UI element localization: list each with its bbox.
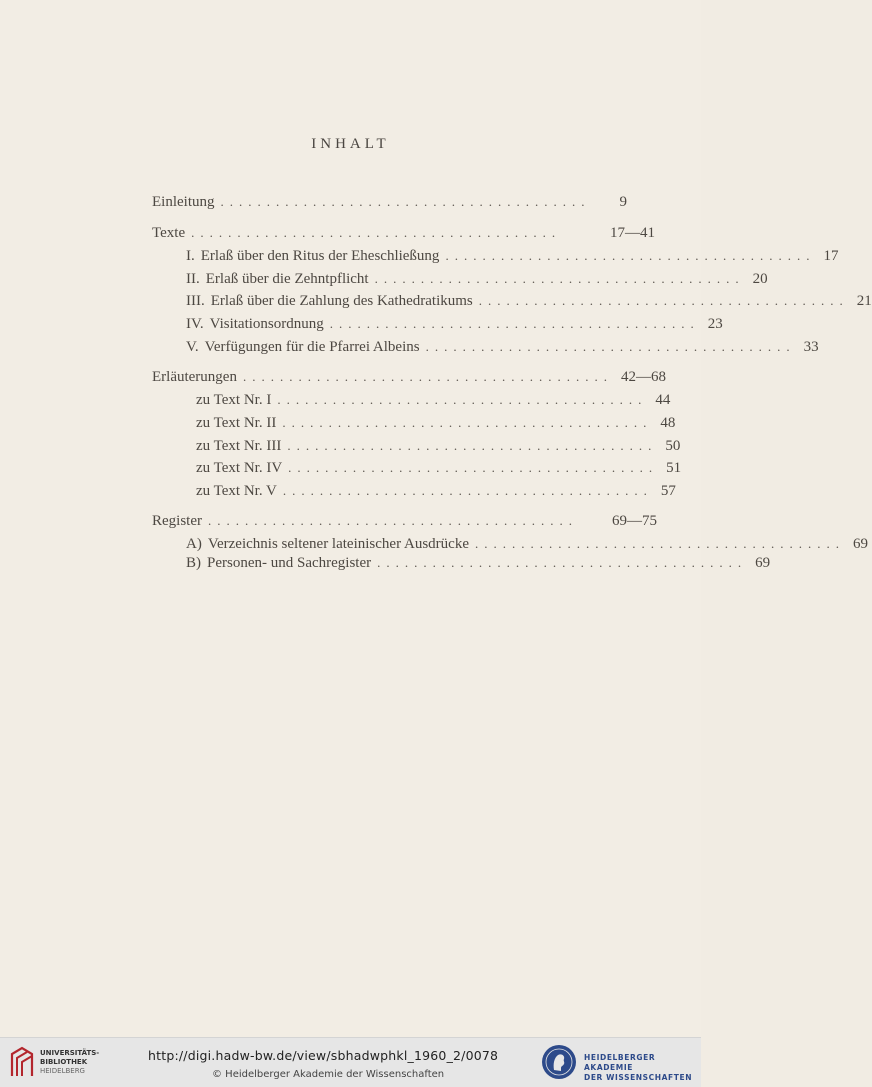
page-title: INHALT — [311, 136, 390, 152]
toc-entry-text-1 — [186, 248, 839, 268]
university-library-name — [40, 1049, 99, 1076]
toc-entry-page: 48 — [660, 415, 676, 431]
toc-entry-note-3 — [196, 438, 681, 458]
academy-name-line: DER WISSENSCHAFTEN — [584, 1073, 693, 1082]
toc-entry-erlaeuterungen — [152, 369, 666, 389]
toc-entry-label: Verfügungen für die Pfarrei Albeins — [204, 339, 420, 355]
toc-entry-label: Personen- und Sachregister — [207, 555, 372, 571]
toc-leader-dots: ........................................ — [282, 415, 653, 430]
toc-entry-page: 9 — [619, 194, 627, 210]
toc-entry-note-5 — [196, 483, 676, 503]
toc-leader-dots: ........................................ — [208, 513, 578, 528]
toc-leader-dots: ........................................ — [445, 248, 816, 263]
toc-entry-text-5 — [186, 339, 819, 359]
toc-entry-label: zu Text Nr. V — [196, 483, 277, 499]
toc-entry-page: 44 — [655, 392, 671, 408]
toc-leader-dots: ........................................ — [374, 271, 745, 286]
toc-leader-dots: ........................................ — [425, 339, 796, 354]
toc-entry-page: 51 — [666, 460, 682, 476]
library-name-line: BIBLIOTHEK — [40, 1058, 88, 1066]
toc-entry-page: 42—68 — [620, 369, 666, 385]
academy-name-line: HEIDELBERGER AKADEMIE — [584, 1053, 656, 1072]
toc-entry-page: 20 — [752, 271, 768, 287]
toc-entry-note-2 — [196, 415, 676, 435]
toc-leader-dots: ........................................ — [282, 483, 653, 498]
toc-entry-label: Erlaß über die Zahlung des Kathedratikums — [210, 293, 473, 309]
toc-entry-number: B) — [186, 555, 201, 571]
toc-entry-page: 69 — [852, 536, 868, 552]
toc-entry-register — [152, 513, 657, 533]
toc-entry-page: 17 — [823, 248, 839, 264]
toc-leader-dots: ........................................ — [478, 293, 849, 308]
toc-entry-number: III. — [186, 293, 205, 309]
toc-entry-note-4 — [196, 460, 682, 480]
toc-entry-register-a — [186, 536, 868, 556]
toc-entry-label: zu Text Nr. IV — [196, 460, 283, 476]
toc-entry-register-b — [186, 555, 771, 575]
toc-entry-text-2 — [186, 271, 768, 291]
toc-entry-number: IV. — [186, 316, 204, 332]
library-name-line: UNIVERSITÄTS- — [40, 1049, 100, 1057]
toc-leader-dots: ........................................ — [242, 369, 613, 384]
toc-entry-text-4 — [186, 316, 723, 336]
toc-leader-dots: ........................................ — [191, 225, 562, 240]
toc-entry-page: 33 — [803, 339, 819, 355]
permalink-url[interactable]: http://digi.hadw-bw.de/view/sbhadwphkl_1960_2/0078 — [148, 1048, 499, 1063]
toc-entry-note-1 — [196, 392, 671, 412]
toc-entry-label: Texte — [152, 225, 186, 241]
toc-entry-label: zu Text Nr. III — [196, 438, 282, 454]
toc-entry-number: V. — [186, 339, 199, 355]
toc-entry-einleitung — [152, 194, 627, 214]
toc-entry-label: Register — [152, 513, 202, 529]
toc-entry-label: Erlaß über die Zehntpflicht — [205, 271, 369, 287]
toc-entry-page: 21 — [856, 293, 872, 309]
viewer-footer — [0, 1037, 701, 1087]
toc-leader-dots: ........................................ — [474, 536, 845, 551]
academy-name — [584, 1053, 701, 1083]
toc-entry-label: Verzeichnis seltener lateinischer Ausdrücke — [207, 536, 469, 552]
academy-seal-icon[interactable] — [541, 1044, 577, 1080]
toc-entry-label: Visitationsordnung — [209, 316, 324, 332]
toc-entry-page: 57 — [660, 483, 676, 499]
toc-entry-label: Einleitung — [152, 194, 215, 210]
toc-entry-page: 69—75 — [612, 513, 657, 529]
toc-leader-dots: ........................................ — [377, 555, 748, 570]
toc-leader-dots: ........................................ — [329, 316, 700, 331]
toc-entry-page: 50 — [665, 438, 681, 454]
toc-leader-dots: ........................................ — [288, 460, 659, 475]
toc-entry-texte — [152, 225, 655, 245]
toc-entry-page: 69 — [755, 555, 771, 571]
toc-entry-label: zu Text Nr. I — [196, 392, 272, 408]
toc-entry-number: A) — [186, 536, 202, 552]
toc-entry-page: 23 — [707, 316, 723, 332]
toc-entry-number: I. — [186, 248, 195, 264]
copyright-notice: © Heidelberger Akademie der Wissenschaften — [212, 1069, 445, 1080]
toc-entry-label: zu Text Nr. II — [196, 415, 277, 431]
toc-leader-dots: ........................................ — [220, 194, 591, 209]
toc-leader-dots: ........................................ — [287, 438, 658, 453]
toc-entry-text-3 — [186, 293, 872, 313]
library-name-line: HEIDELBERG — [40, 1067, 85, 1075]
toc-entry-label: Erläuterungen — [152, 369, 237, 385]
toc-entry-label: Erlaß über den Ritus der Eheschließung — [200, 248, 440, 264]
toc-leader-dots: ........................................ — [277, 392, 648, 407]
toc-entry-number: II. — [186, 271, 200, 287]
university-library-logo-icon[interactable] — [8, 1044, 36, 1080]
toc-entry-page: 17—41 — [610, 225, 655, 241]
